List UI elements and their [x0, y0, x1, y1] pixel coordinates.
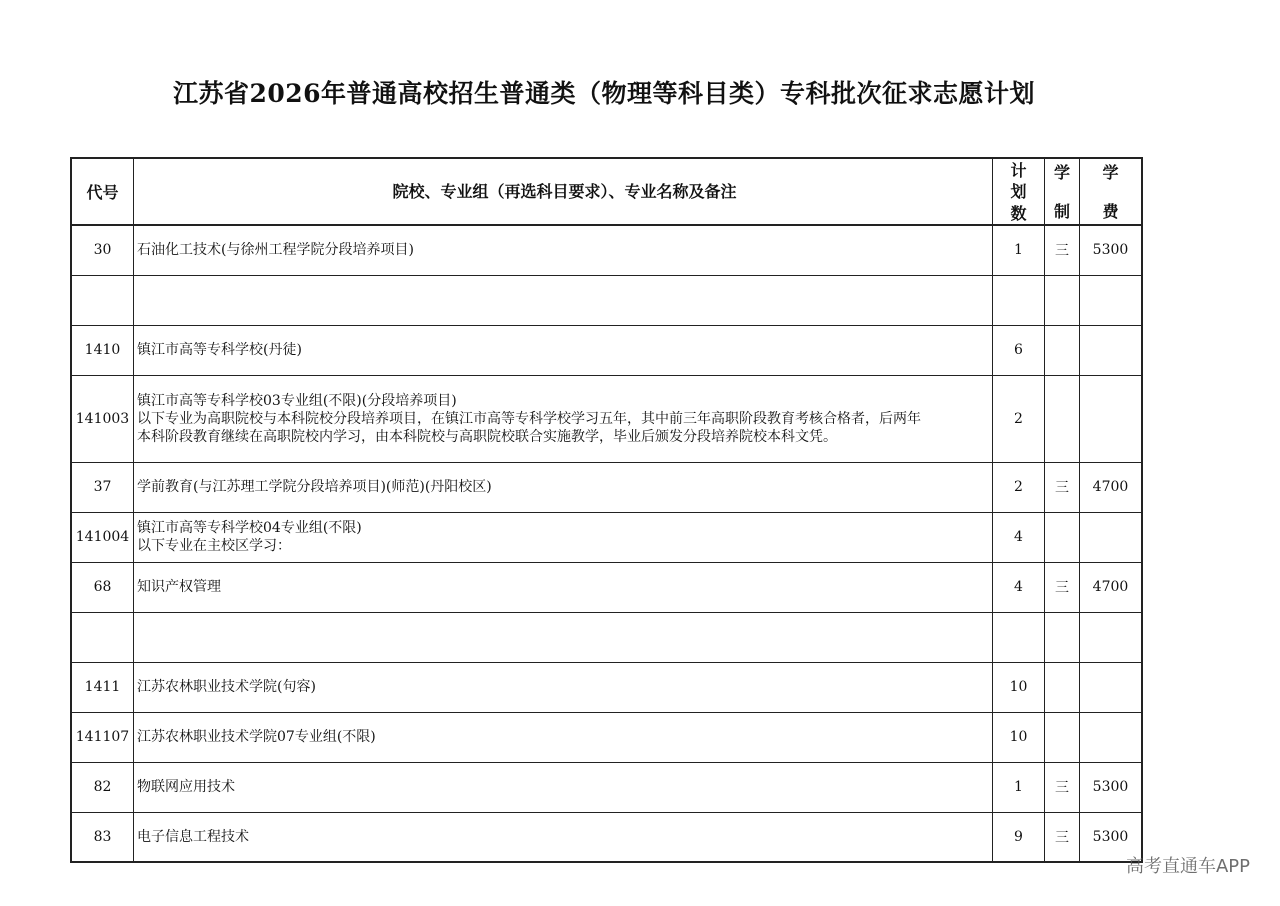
- name-line: 以下专业在主校区学习：: [137, 538, 291, 554]
- cell-years: [1045, 662, 1080, 712]
- watermark-text: 高考直通车APP: [1125, 856, 1250, 877]
- cell-code: 141004: [71, 512, 134, 562]
- table-row: [71, 762, 1142, 812]
- cell-fee: 5300: [1080, 812, 1143, 862]
- header-char: 计: [1010, 160, 1027, 180]
- cell-plan: 1: [993, 225, 1045, 275]
- table-row: [71, 375, 1142, 462]
- cell-name: [134, 462, 993, 512]
- cell-years: 三: [1045, 812, 1080, 862]
- cell-fee: 5300: [1080, 225, 1143, 275]
- cell-fee: [1080, 325, 1143, 375]
- cell-code: [71, 275, 134, 325]
- table-row: [71, 662, 1142, 712]
- cell-name: [134, 712, 993, 762]
- header-code: 代号: [71, 158, 134, 225]
- name-line: 江苏农林职业技术学院07专业组(不限): [137, 729, 376, 745]
- cell-plan: 2: [993, 462, 1045, 512]
- cell-fee: 4700: [1080, 562, 1143, 612]
- cell-years: [1045, 275, 1080, 325]
- cell-plan: 10: [993, 662, 1045, 712]
- cell-code: 30: [71, 225, 134, 275]
- name-line: 石油化工技术(与徐州工程学院分段培养项目): [137, 242, 414, 259]
- cell-fee: 4700: [1080, 462, 1143, 512]
- name-line: 镇江市高等专科学校04专业组(不限): [137, 520, 362, 536]
- table-row: [71, 612, 1142, 662]
- table-row: [71, 562, 1142, 612]
- cell-code: 141107: [71, 712, 134, 762]
- cell-code: 1411: [71, 662, 134, 712]
- header-char: 划: [1010, 182, 1027, 201]
- name-line: 镇江市高等专科学校(丹徒): [137, 342, 302, 358]
- cell-plan: 9: [993, 812, 1045, 862]
- cell-fee: [1080, 512, 1143, 562]
- cell-name: [134, 562, 993, 612]
- header-char: 学: [1102, 162, 1119, 182]
- name-line: 电子信息工程技术: [137, 828, 249, 845]
- table-row: [71, 275, 1142, 325]
- cell-name: [134, 812, 993, 862]
- header-years: [1045, 158, 1080, 225]
- cell-fee: [1080, 712, 1143, 762]
- name-line: 江苏农林职业技术学院(句容): [137, 679, 316, 695]
- cell-code: [71, 612, 134, 662]
- cell-years: [1045, 375, 1080, 462]
- header-char: 制: [1053, 201, 1070, 221]
- cell-code: 83: [71, 812, 134, 862]
- cell-name: [134, 225, 993, 275]
- cell-plan: 4: [993, 512, 1045, 562]
- header-name: 院校、专业组（再选科目要求）、专业名称及备注: [134, 158, 993, 225]
- cell-fee: [1080, 612, 1143, 662]
- cell-years: 三: [1045, 462, 1080, 512]
- cell-plan: [993, 275, 1045, 325]
- header-fee: [1080, 158, 1143, 225]
- cell-years: [1045, 612, 1080, 662]
- cell-plan: [993, 612, 1045, 662]
- cell-code: 37: [71, 462, 134, 512]
- cell-name: [134, 762, 993, 812]
- cell-name: [134, 512, 993, 562]
- cell-name: [134, 325, 993, 375]
- cell-years: 三: [1045, 225, 1080, 275]
- cell-name: [134, 375, 993, 462]
- table-row: [71, 325, 1142, 375]
- cell-name: [134, 662, 993, 712]
- cell-plan: 4: [993, 562, 1045, 612]
- cell-name: [134, 612, 993, 662]
- cell-years: 三: [1045, 562, 1080, 612]
- cell-years: 三: [1045, 762, 1080, 812]
- cell-years: [1045, 712, 1080, 762]
- cell-plan: 6: [993, 325, 1045, 375]
- page-title: 江苏省2026年普通高校招生普通类（物理等科目类）专科批次征求志愿计划: [172, 79, 1036, 108]
- header-char: 费: [1102, 201, 1119, 221]
- cell-plan: 1: [993, 762, 1045, 812]
- cell-years: [1045, 512, 1080, 562]
- table-row: [71, 712, 1142, 762]
- cell-name: [134, 275, 993, 325]
- name-line: 知识产权管理: [137, 579, 221, 595]
- cell-fee: 5300: [1080, 762, 1143, 812]
- cell-years: [1045, 325, 1080, 375]
- name-line: 本科阶段教育继续在高职院校内学习，由本科院校与高职院校联合实施教学，毕业后颁发分段培养院校本科文凭。: [137, 428, 837, 445]
- cell-code: 82: [71, 762, 134, 812]
- cell-code: 1410: [71, 325, 134, 375]
- header-char: 数: [1010, 203, 1027, 223]
- table-row: [71, 812, 1142, 862]
- table-row: [71, 225, 1142, 275]
- cell-plan: 10: [993, 712, 1045, 762]
- header-plan: [993, 158, 1045, 225]
- cell-code: 141003: [71, 375, 134, 462]
- name-line: 物联网应用技术: [137, 779, 235, 795]
- header-char: 学: [1053, 162, 1070, 182]
- cell-code: 68: [71, 562, 134, 612]
- table-row: [71, 462, 1142, 512]
- cell-fee: [1080, 375, 1143, 462]
- name-line: 以下专业为高职院校与本科院校分段培养项目，在镇江市高等专科学校学习五年，其中前三年高职阶段教育考核合格者，后两年: [137, 410, 921, 427]
- cell-fee: [1080, 275, 1143, 325]
- plan-table: [70, 157, 1143, 863]
- cell-fee: [1080, 662, 1143, 712]
- table-row: [71, 512, 1142, 562]
- name-line: 镇江市高等专科学校03专业组(不限)(分段培养项目): [137, 392, 457, 409]
- table-header-row: [71, 158, 1142, 225]
- name-line: 学前教育(与江苏理工学院分段培养项目)(师范)(丹阳校区): [137, 479, 492, 495]
- cell-plan: 2: [993, 375, 1045, 462]
